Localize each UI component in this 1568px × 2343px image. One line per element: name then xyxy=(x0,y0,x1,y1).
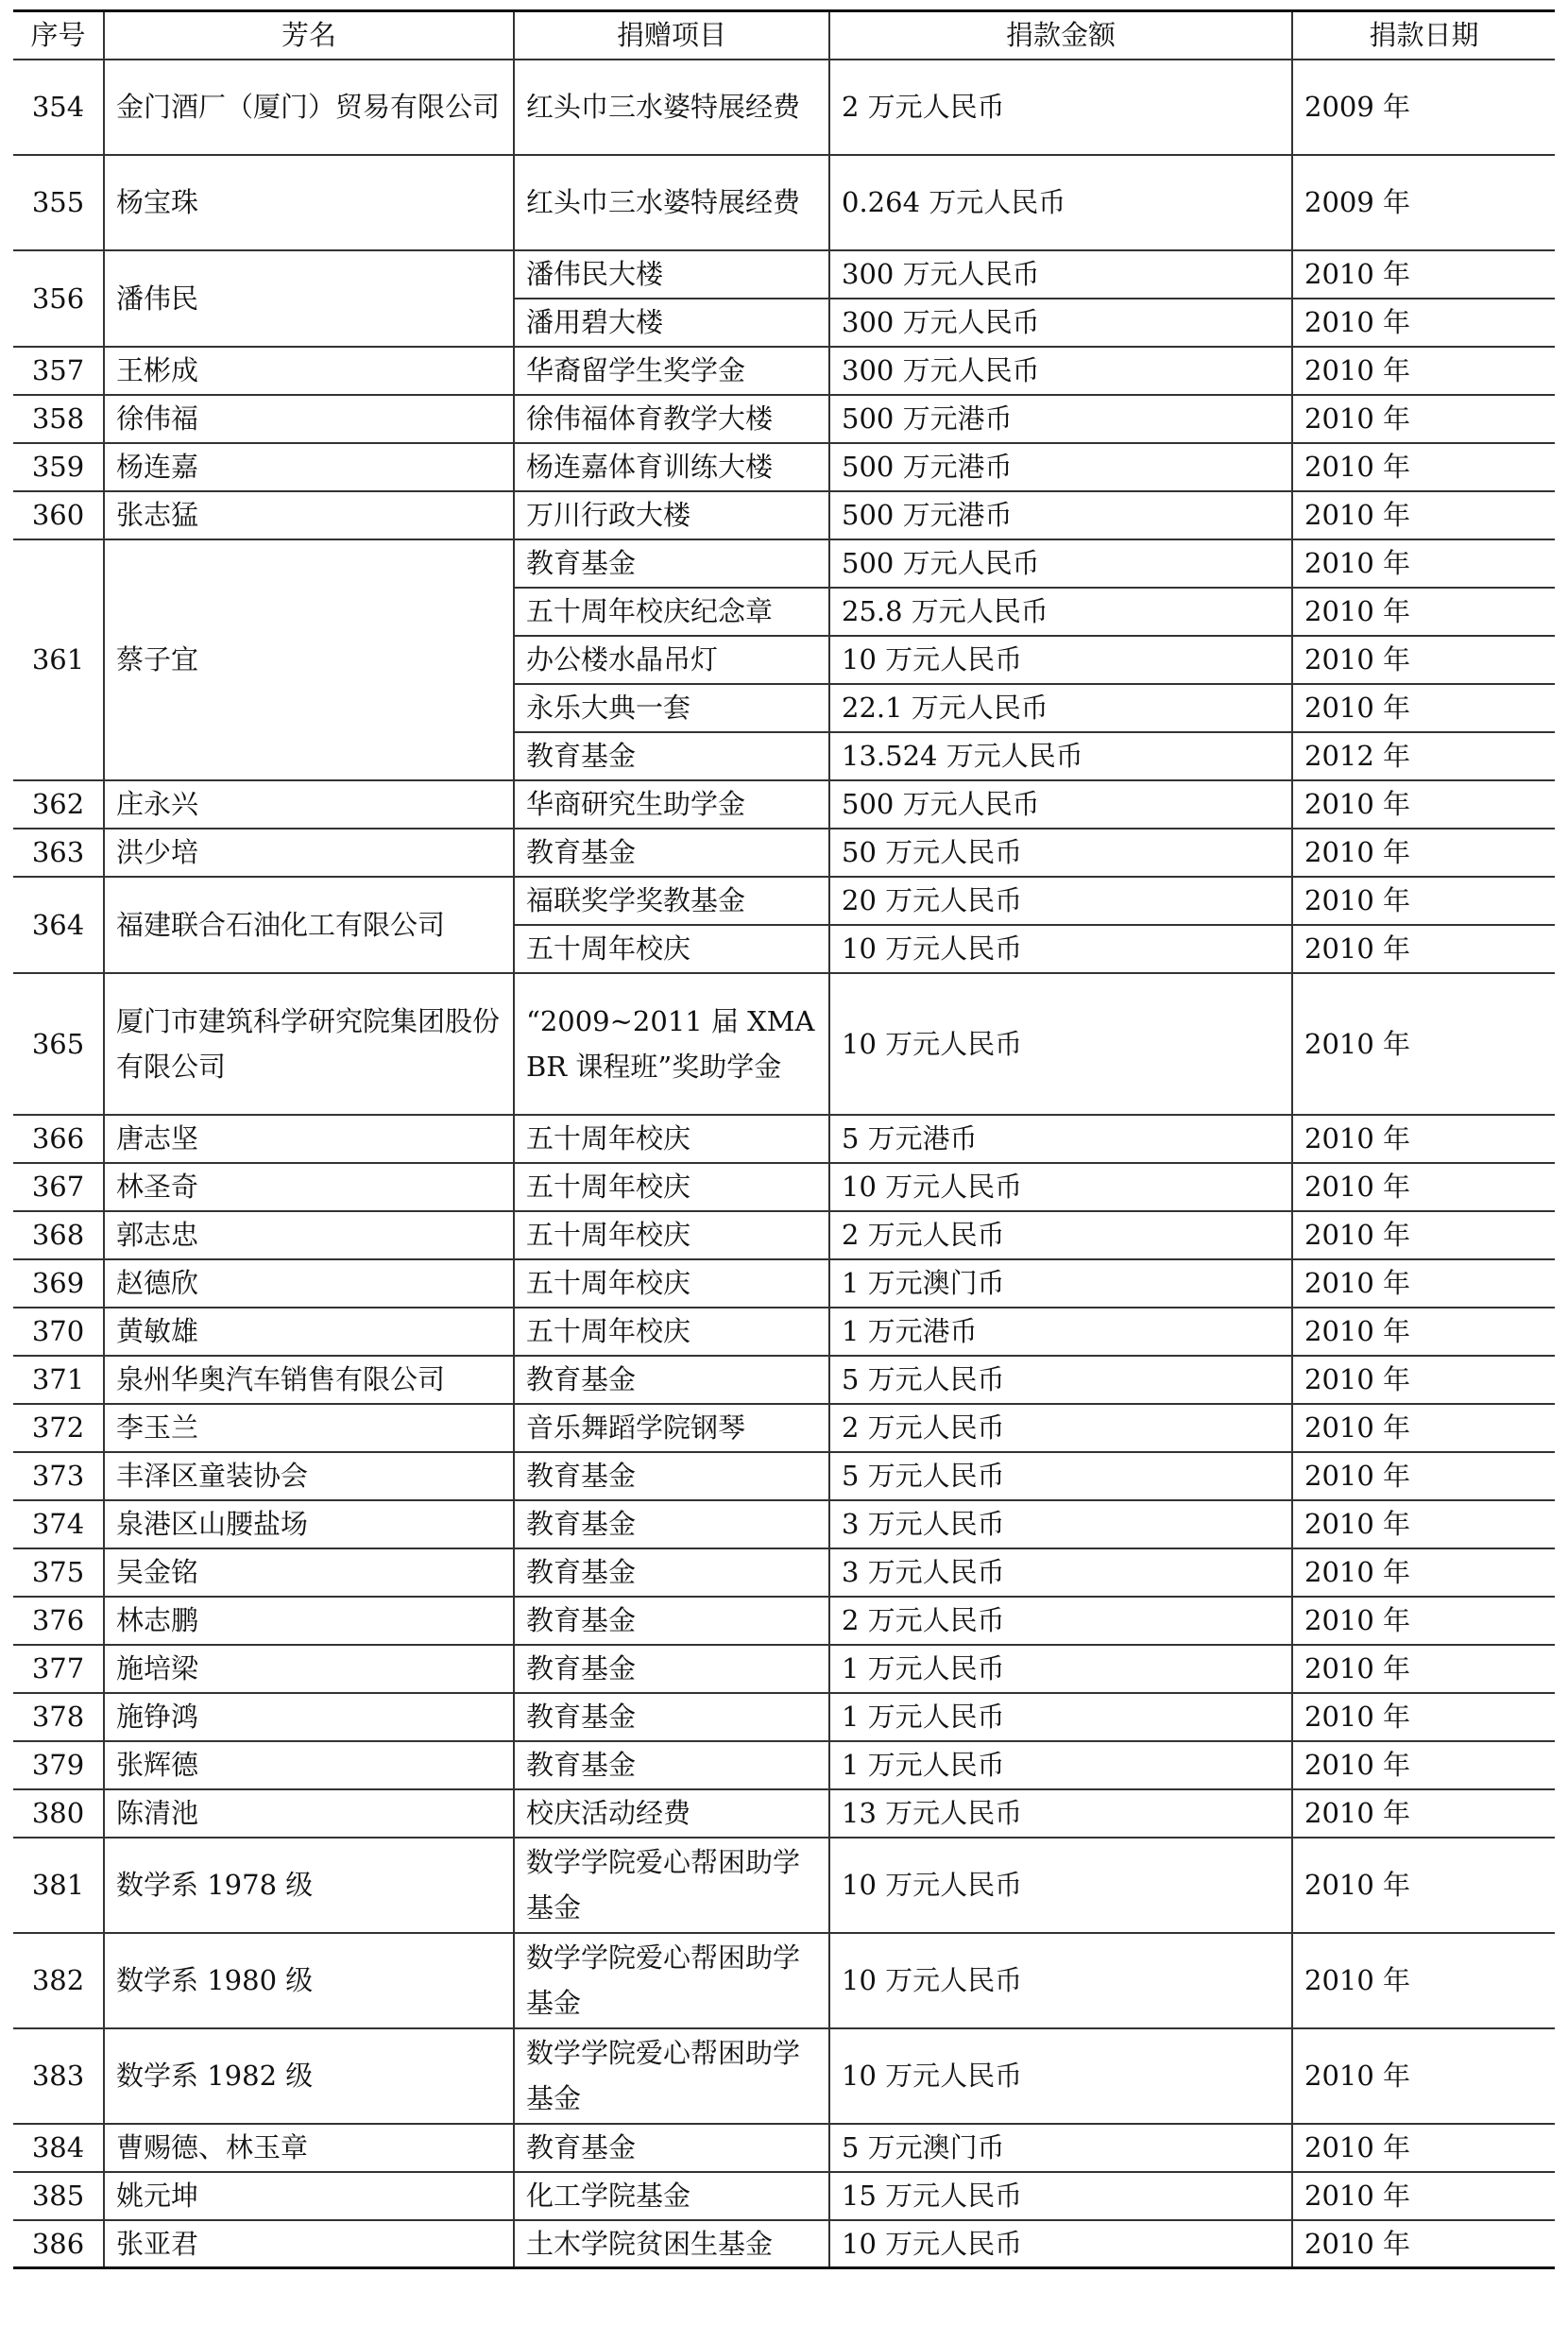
cell-serial-no: 354 xyxy=(13,60,104,155)
cell-date: 2010 年 xyxy=(1292,250,1555,299)
cell-amount: 50 万元人民币 xyxy=(829,829,1292,877)
cell-donor-name: 施培梁 xyxy=(104,1645,514,1693)
cell-donor-name: 庄永兴 xyxy=(104,780,514,829)
cell-project: 教育基金 xyxy=(514,1356,829,1404)
table-row xyxy=(13,2220,1555,2268)
cell-amount: 2 万元人民币 xyxy=(829,1211,1292,1259)
table-row xyxy=(13,1452,1555,1500)
header-date: 捐款日期 xyxy=(1292,11,1555,60)
cell-serial-no: 355 xyxy=(13,155,104,250)
cell-donor-name: 杨宝珠 xyxy=(104,155,514,250)
cell-amount: 10 万元人民币 xyxy=(829,1838,1292,1933)
cell-project: 校庆活动经费 xyxy=(514,1789,829,1838)
table-row xyxy=(13,60,1555,155)
cell-project: 化工学院基金 xyxy=(514,2172,829,2220)
cell-project: 永乐大典一套 xyxy=(514,684,829,732)
cell-amount: 5 万元港币 xyxy=(829,1115,1292,1163)
cell-project: 五十周年校庆 xyxy=(514,1259,829,1308)
cell-project: 教育基金 xyxy=(514,2124,829,2172)
cell-serial-no: 381 xyxy=(13,1838,104,1933)
cell-donor-name: 林圣奇 xyxy=(104,1163,514,1211)
table-row xyxy=(13,2124,1555,2172)
cell-serial-no: 374 xyxy=(13,1500,104,1548)
cell-amount: 5 万元人民币 xyxy=(829,1452,1292,1500)
cell-amount: 300 万元人民币 xyxy=(829,299,1292,347)
cell-project: 五十周年校庆 xyxy=(514,1211,829,1259)
cell-donor-name: 王彬成 xyxy=(104,347,514,395)
cell-serial-no: 373 xyxy=(13,1452,104,1500)
table-row xyxy=(13,491,1555,539)
cell-serial-no: 371 xyxy=(13,1356,104,1404)
cell-project: 教育基金 xyxy=(514,732,829,780)
cell-date: 2010 年 xyxy=(1292,1693,1555,1741)
table-row xyxy=(13,539,1555,588)
cell-donor-name: 数学系 1980 级 xyxy=(104,1933,514,2028)
cell-serial-no: 360 xyxy=(13,491,104,539)
cell-donor-name: 丰泽区童装协会 xyxy=(104,1452,514,1500)
cell-amount: 500 万元人民币 xyxy=(829,780,1292,829)
cell-amount: 10 万元人民币 xyxy=(829,1163,1292,1211)
cell-amount: 3 万元人民币 xyxy=(829,1548,1292,1597)
cell-date: 2010 年 xyxy=(1292,1789,1555,1838)
cell-serial-no: 368 xyxy=(13,1211,104,1259)
cell-amount: 15 万元人民币 xyxy=(829,2172,1292,2220)
table-row xyxy=(13,1356,1555,1404)
cell-serial-no: 357 xyxy=(13,347,104,395)
cell-serial-no: 365 xyxy=(13,973,104,1115)
cell-amount: 1 万元港币 xyxy=(829,1308,1292,1356)
table-row xyxy=(13,1741,1555,1789)
cell-project: “2009~2011 届 XMABR 课程班”奖助学金 xyxy=(514,973,829,1115)
cell-project: 教育基金 xyxy=(514,1693,829,1741)
cell-date: 2010 年 xyxy=(1292,780,1555,829)
table-row xyxy=(13,1693,1555,1741)
cell-date: 2010 年 xyxy=(1292,395,1555,443)
cell-donor-name: 洪少培 xyxy=(104,829,514,877)
cell-project: 教育基金 xyxy=(514,1741,829,1789)
cell-donor-name: 杨连嘉 xyxy=(104,443,514,491)
cell-date: 2010 年 xyxy=(1292,877,1555,925)
table-row xyxy=(13,1933,1555,2028)
cell-serial-no: 364 xyxy=(13,877,104,973)
cell-date: 2010 年 xyxy=(1292,1163,1555,1211)
cell-project: 万川行政大楼 xyxy=(514,491,829,539)
cell-project: 五十周年校庆 xyxy=(514,1308,829,1356)
table-row xyxy=(13,780,1555,829)
cell-donor-name: 黄敏雄 xyxy=(104,1308,514,1356)
cell-date: 2010 年 xyxy=(1292,1452,1555,1500)
cell-project: 教育基金 xyxy=(514,539,829,588)
cell-project: 潘伟民大楼 xyxy=(514,250,829,299)
cell-donor-name: 蔡子宜 xyxy=(104,539,514,780)
cell-date: 2010 年 xyxy=(1292,299,1555,347)
cell-project: 数学学院爱心帮困助学基金 xyxy=(514,2028,829,2124)
cell-serial-no: 380 xyxy=(13,1789,104,1838)
cell-donor-name: 郭志忠 xyxy=(104,1211,514,1259)
donation-table xyxy=(13,9,1555,2269)
cell-date: 2010 年 xyxy=(1292,1741,1555,1789)
table-row xyxy=(13,1211,1555,1259)
cell-date: 2010 年 xyxy=(1292,1356,1555,1404)
cell-project: 教育基金 xyxy=(514,1597,829,1645)
table-row xyxy=(13,1500,1555,1548)
cell-project: 五十周年校庆纪念章 xyxy=(514,588,829,636)
cell-serial-no: 359 xyxy=(13,443,104,491)
cell-serial-no: 370 xyxy=(13,1308,104,1356)
cell-amount: 300 万元人民币 xyxy=(829,347,1292,395)
cell-amount: 10 万元人民币 xyxy=(829,636,1292,684)
cell-date: 2010 年 xyxy=(1292,347,1555,395)
cell-donor-name: 张亚君 xyxy=(104,2220,514,2268)
cell-project: 教育基金 xyxy=(514,1452,829,1500)
header-amount: 捐款金额 xyxy=(829,11,1292,60)
cell-date: 2010 年 xyxy=(1292,1211,1555,1259)
cell-date: 2010 年 xyxy=(1292,1933,1555,2028)
cell-project: 教育基金 xyxy=(514,829,829,877)
cell-date: 2010 年 xyxy=(1292,2220,1555,2268)
cell-donor-name: 曹赐德、林玉章 xyxy=(104,2124,514,2172)
cell-project: 杨连嘉体育训练大楼 xyxy=(514,443,829,491)
cell-date: 2012 年 xyxy=(1292,732,1555,780)
table-row xyxy=(13,250,1555,299)
table-body xyxy=(13,60,1555,2268)
cell-date: 2010 年 xyxy=(1292,2172,1555,2220)
cell-project: 教育基金 xyxy=(514,1500,829,1548)
cell-amount: 5 万元人民币 xyxy=(829,1356,1292,1404)
table-row xyxy=(13,395,1555,443)
cell-serial-no: 375 xyxy=(13,1548,104,1597)
table-header xyxy=(13,11,1555,60)
cell-project: 音乐舞蹈学院钢琴 xyxy=(514,1404,829,1452)
cell-serial-no: 386 xyxy=(13,2220,104,2268)
cell-project: 土木学院贫困生基金 xyxy=(514,2220,829,2268)
table-row xyxy=(13,1259,1555,1308)
cell-date: 2010 年 xyxy=(1292,684,1555,732)
table-row xyxy=(13,2172,1555,2220)
cell-date: 2010 年 xyxy=(1292,2028,1555,2124)
cell-amount: 10 万元人民币 xyxy=(829,925,1292,973)
cell-date: 2010 年 xyxy=(1292,1548,1555,1597)
cell-date: 2010 年 xyxy=(1292,1404,1555,1452)
cell-date: 2010 年 xyxy=(1292,925,1555,973)
cell-date: 2010 年 xyxy=(1292,1500,1555,1548)
cell-project: 五十周年校庆 xyxy=(514,1115,829,1163)
cell-serial-no: 376 xyxy=(13,1597,104,1645)
cell-amount: 0.264 万元人民币 xyxy=(829,155,1292,250)
cell-serial-no: 382 xyxy=(13,1933,104,2028)
cell-date: 2009 年 xyxy=(1292,60,1555,155)
cell-donor-name: 林志鹏 xyxy=(104,1597,514,1645)
cell-project: 五十周年校庆 xyxy=(514,1163,829,1211)
cell-serial-no: 356 xyxy=(13,250,104,347)
cell-amount: 300 万元人民币 xyxy=(829,250,1292,299)
table-row xyxy=(13,973,1555,1115)
cell-donor-name: 徐伟福 xyxy=(104,395,514,443)
cell-amount: 2 万元人民币 xyxy=(829,1597,1292,1645)
cell-amount: 10 万元人民币 xyxy=(829,2028,1292,2124)
cell-date: 2010 年 xyxy=(1292,443,1555,491)
cell-project: 福联奖学奖教基金 xyxy=(514,877,829,925)
table-row xyxy=(13,877,1555,925)
cell-project: 红头巾三水婆特展经费 xyxy=(514,60,829,155)
cell-date: 2010 年 xyxy=(1292,1308,1555,1356)
cell-donor-name: 陈清池 xyxy=(104,1789,514,1838)
table-row xyxy=(13,2028,1555,2124)
cell-amount: 13 万元人民币 xyxy=(829,1789,1292,1838)
cell-serial-no: 358 xyxy=(13,395,104,443)
cell-donor-name: 泉州华奥汽车销售有限公司 xyxy=(104,1356,514,1404)
table-row xyxy=(13,1308,1555,1356)
cell-date: 2010 年 xyxy=(1292,1597,1555,1645)
cell-date: 2010 年 xyxy=(1292,1259,1555,1308)
cell-donor-name: 李玉兰 xyxy=(104,1404,514,1452)
cell-project: 徐伟福体育教学大楼 xyxy=(514,395,829,443)
cell-serial-no: 378 xyxy=(13,1693,104,1741)
table-row xyxy=(13,1163,1555,1211)
cell-amount: 22.1 万元人民币 xyxy=(829,684,1292,732)
cell-serial-no: 361 xyxy=(13,539,104,780)
table-row xyxy=(13,443,1555,491)
cell-donor-name: 张辉德 xyxy=(104,1741,514,1789)
cell-donor-name: 金门酒厂（厦门）贸易有限公司 xyxy=(104,60,514,155)
cell-serial-no: 372 xyxy=(13,1404,104,1452)
header-no: 序号 xyxy=(13,11,104,60)
cell-serial-no: 384 xyxy=(13,2124,104,2172)
cell-serial-no: 363 xyxy=(13,829,104,877)
cell-serial-no: 383 xyxy=(13,2028,104,2124)
cell-date: 2010 年 xyxy=(1292,588,1555,636)
cell-amount: 2 万元人民币 xyxy=(829,1404,1292,1452)
cell-project: 华裔留学生奖学金 xyxy=(514,347,829,395)
table-row xyxy=(13,1548,1555,1597)
cell-amount: 500 万元港币 xyxy=(829,395,1292,443)
cell-project: 红头巾三水婆特展经费 xyxy=(514,155,829,250)
cell-serial-no: 367 xyxy=(13,1163,104,1211)
table-row xyxy=(13,155,1555,250)
cell-donor-name: 数学系 1982 级 xyxy=(104,2028,514,2124)
cell-amount: 13.524 万元人民币 xyxy=(829,732,1292,780)
table-row xyxy=(13,1645,1555,1693)
cell-donor-name: 施铮鸿 xyxy=(104,1693,514,1741)
cell-date: 2010 年 xyxy=(1292,636,1555,684)
cell-date: 2010 年 xyxy=(1292,973,1555,1115)
cell-project: 办公楼水晶吊灯 xyxy=(514,636,829,684)
table-row xyxy=(13,347,1555,395)
cell-project: 五十周年校庆 xyxy=(514,925,829,973)
cell-amount: 25.8 万元人民币 xyxy=(829,588,1292,636)
cell-amount: 3 万元人民币 xyxy=(829,1500,1292,1548)
cell-amount: 1 万元人民币 xyxy=(829,1645,1292,1693)
cell-donor-name: 泉港区山腰盐场 xyxy=(104,1500,514,1548)
cell-donor-name: 张志猛 xyxy=(104,491,514,539)
cell-amount: 10 万元人民币 xyxy=(829,1933,1292,2028)
cell-amount: 10 万元人民币 xyxy=(829,2220,1292,2268)
header-row xyxy=(13,11,1555,60)
cell-amount: 10 万元人民币 xyxy=(829,973,1292,1115)
cell-donor-name: 福建联合石油化工有限公司 xyxy=(104,877,514,973)
cell-project: 教育基金 xyxy=(514,1548,829,1597)
cell-date: 2010 年 xyxy=(1292,491,1555,539)
cell-serial-no: 379 xyxy=(13,1741,104,1789)
cell-donor-name: 厦门市建筑科学研究院集团股份有限公司 xyxy=(104,973,514,1115)
cell-date: 2010 年 xyxy=(1292,829,1555,877)
cell-amount: 1 万元人民币 xyxy=(829,1741,1292,1789)
cell-serial-no: 377 xyxy=(13,1645,104,1693)
cell-date: 2009 年 xyxy=(1292,155,1555,250)
cell-amount: 5 万元澳门币 xyxy=(829,2124,1292,2172)
cell-project: 数学学院爱心帮困助学基金 xyxy=(514,1933,829,2028)
cell-serial-no: 369 xyxy=(13,1259,104,1308)
cell-donor-name: 姚元坤 xyxy=(104,2172,514,2220)
table-row xyxy=(13,1115,1555,1163)
cell-serial-no: 366 xyxy=(13,1115,104,1163)
cell-project: 数学学院爱心帮困助学基金 xyxy=(514,1838,829,1933)
header-project: 捐赠项目 xyxy=(514,11,829,60)
table-row xyxy=(13,1838,1555,1933)
cell-donor-name: 数学系 1978 级 xyxy=(104,1838,514,1933)
cell-date: 2010 年 xyxy=(1292,539,1555,588)
cell-date: 2010 年 xyxy=(1292,2124,1555,2172)
cell-date: 2010 年 xyxy=(1292,1838,1555,1933)
cell-project: 潘用碧大楼 xyxy=(514,299,829,347)
cell-amount: 20 万元人民币 xyxy=(829,877,1292,925)
table-row xyxy=(13,1404,1555,1452)
cell-donor-name: 唐志坚 xyxy=(104,1115,514,1163)
cell-amount: 2 万元人民币 xyxy=(829,60,1292,155)
cell-amount: 1 万元人民币 xyxy=(829,1693,1292,1741)
cell-date: 2010 年 xyxy=(1292,1645,1555,1693)
cell-donor-name: 潘伟民 xyxy=(104,250,514,347)
cell-amount: 1 万元澳门币 xyxy=(829,1259,1292,1308)
header-name: 芳名 xyxy=(104,11,514,60)
cell-date: 2010 年 xyxy=(1292,1115,1555,1163)
table-row xyxy=(13,1789,1555,1838)
cell-donor-name: 吴金铭 xyxy=(104,1548,514,1597)
cell-amount: 500 万元港币 xyxy=(829,443,1292,491)
cell-project: 教育基金 xyxy=(514,1645,829,1693)
cell-amount: 500 万元港币 xyxy=(829,491,1292,539)
cell-amount: 500 万元人民币 xyxy=(829,539,1292,588)
table-row xyxy=(13,1597,1555,1645)
cell-serial-no: 362 xyxy=(13,780,104,829)
cell-project: 华商研究生助学金 xyxy=(514,780,829,829)
cell-donor-name: 赵德欣 xyxy=(104,1259,514,1308)
table-row xyxy=(13,829,1555,877)
cell-serial-no: 385 xyxy=(13,2172,104,2220)
